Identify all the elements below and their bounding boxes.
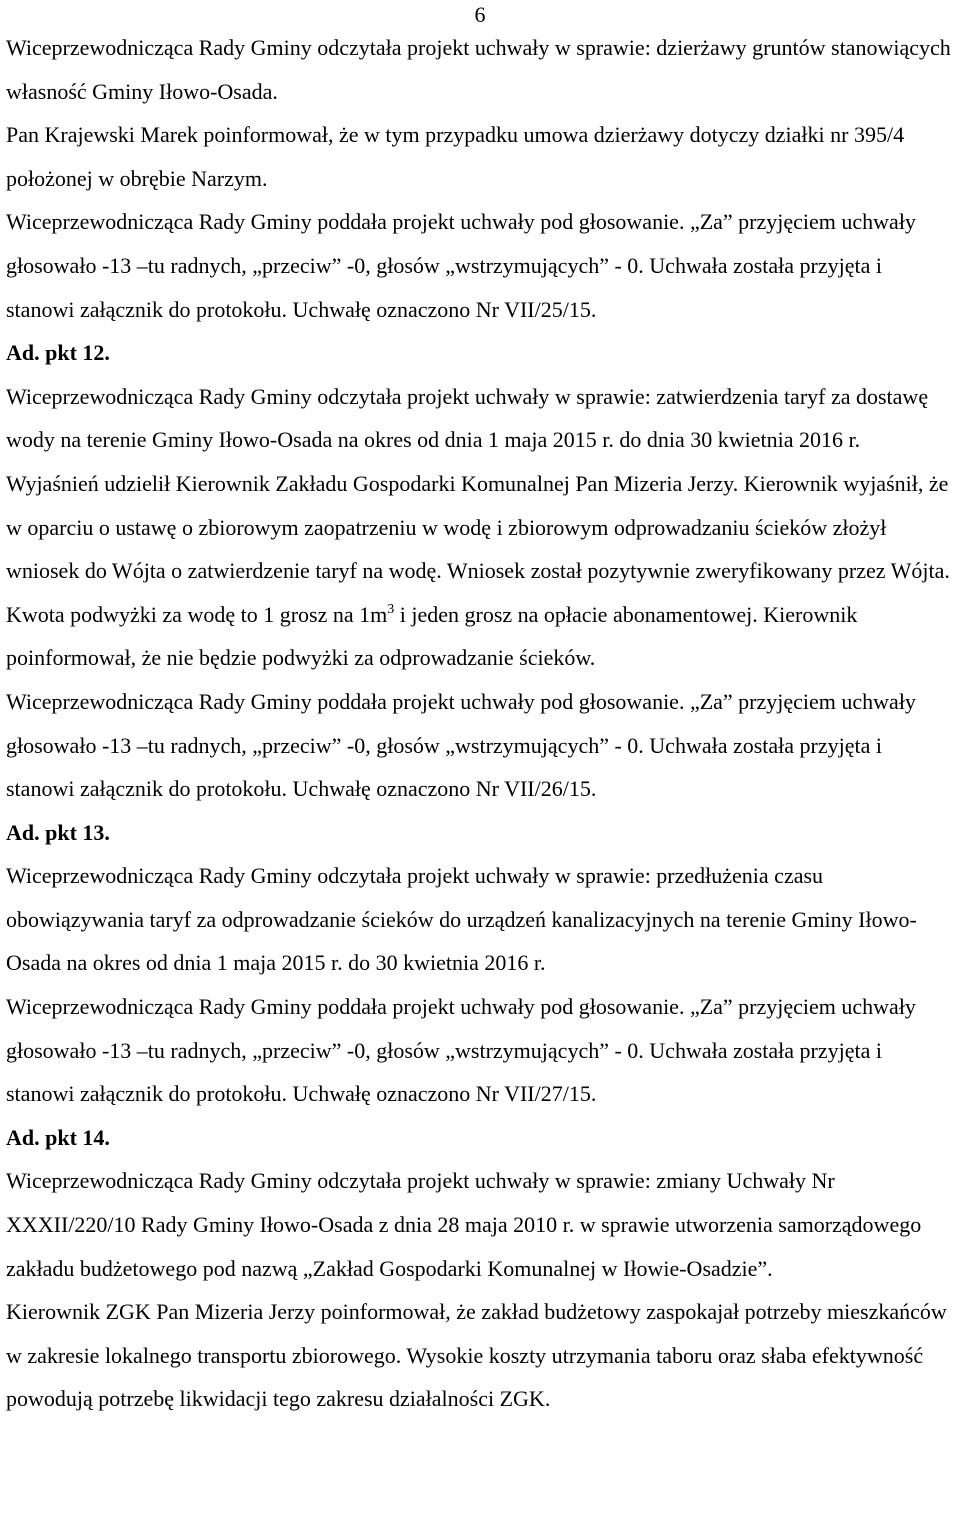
cubic-superscript: 3 [387, 601, 395, 617]
paragraph-vote-resolution-25: Wiceprzewodnicząca Rady Gminy poddała projekt uchwały pod głosowanie. „Za” przyjęciem uchwały głosowało -13 –tu radnych, „przeciw” -0, głosów „wstrzymujących” - 0. Uchwała została przyjęta i stanowi załącznik do protokołu. Uchwałę oznaczono Nr VII/25/15. [6, 209, 916, 322]
explanation-text-part-2: i jeden grosz na opłacie abonamentowej. Kierownik poinformował, że nie będzie podwyżki za odprowadzanie ścieków. [6, 601, 858, 671]
paragraph-water-tariff-project: Wiceprzewodnicząca Rady Gminy odczytała projekt uchwały w sprawie: zatwierdzenia taryf za dostawę wody na terenie Gminy Iłowo-Osada na okres od dnia 1 maja 2015 r. do dnia 30 kwietnia 2016 r. [6, 383, 929, 453]
heading-item-14: Ad. pkt 14. [6, 1124, 110, 1150]
heading-item-13: Ad. pkt 13. [6, 819, 110, 845]
paragraph-vote-resolution-27: Wiceprzewodnicząca Rady Gminy poddała projekt uchwały pod głosowanie. „Za” przyjęciem uchwały głosowało -13 –tu radnych, „przeciw” -0, głosów „wstrzymujących” - 0. Uchwała została przyjęta i stanowi załącznik do protokołu. Uchwałę oznaczono Nr VII/27/15. [6, 994, 916, 1107]
heading-item-12: Ad. pkt 12. [6, 340, 110, 366]
paragraph-lease-info: Pan Krajewski Marek poinformował, że w tym przypadku umowa dzierżawy dotyczy działki nr 395/4 położonej w obrębie Narzym. [6, 122, 905, 191]
explanation-text-part-1: Wyjaśnień udzielił Kierownik Zakładu Gospodarki Komunalnej Pan Mizeria Jerzy. Kierownik wyjaśnił, że w oparciu o ustawę o zbiorowym zaopatrzeniu w wodę i zbiorowym odprowadzaniu ścieków złożył wniosek do Wójta o zatwierdzenie taryf na wodę. Wniosek został pozytywnie zweryfikowany przez Wójta. Kwota podwyżki za wodę to 1 grosz na 1m [6, 470, 950, 627]
page-number: 6 [474, 2, 486, 27]
paragraph-zgk-transport-info: Kierownik ZGK Pan Mizeria Jerzy poinformował, że zakład budżetowy zaspokajał potrzeby mieszkańców w zakresie lokalnego transportu zbiorowego. Wysokie koszty utrzymania taboru oraz słaba efektywność powodują potrzebę likwidacji tego zakresu działalności ZGK. [6, 1299, 947, 1412]
paragraph-lease-project: Wiceprzewodnicząca Rady Gminy odczytała projekt uchwały w sprawie: dzierżawy gruntów stanowiących własność Gminy Iłowo-Osada. [6, 35, 951, 104]
paragraph-zgk-resolution-project: Wiceprzewodnicząca Rady Gminy odczytała projekt uchwały w sprawie: zmiany Uchwały Nr XXXII/220/10 Rady Gminy Iłowo-Osada z dnia 28 maja 2010 r. w sprawie utworzenia samorządowego zakładu budżetowego pod nazwą „Zakład Gospodarki Komunalnej w Iłowie-Osadzie”. [6, 1168, 922, 1281]
paragraph-water-tariff-explanation [6, 462, 954, 680]
paragraph-sewage-tariff-project: Wiceprzewodnicząca Rady Gminy odczytała projekt uchwały w sprawie: przedłużenia czasu obowiązywania taryf za odprowadzanie ścieków do urządzeń kanalizacyjnych na terenie Gminy Iłowo-Osada na okres od dnia 1 maja 2015 r. do 30 kwietnia 2016 r. [6, 863, 917, 976]
document-body [6, 26, 954, 1421]
paragraph-vote-resolution-26: Wiceprzewodnicząca Rady Gminy poddała projekt uchwały pod głosowanie. „Za” przyjęciem uchwały głosowało -13 –tu radnych, „przeciw” -0, głosów „wstrzymujących” - 0. Uchwała została przyjęta i stanowi załącznik do protokołu. Uchwałę oznaczono Nr VII/26/15. [6, 688, 916, 802]
